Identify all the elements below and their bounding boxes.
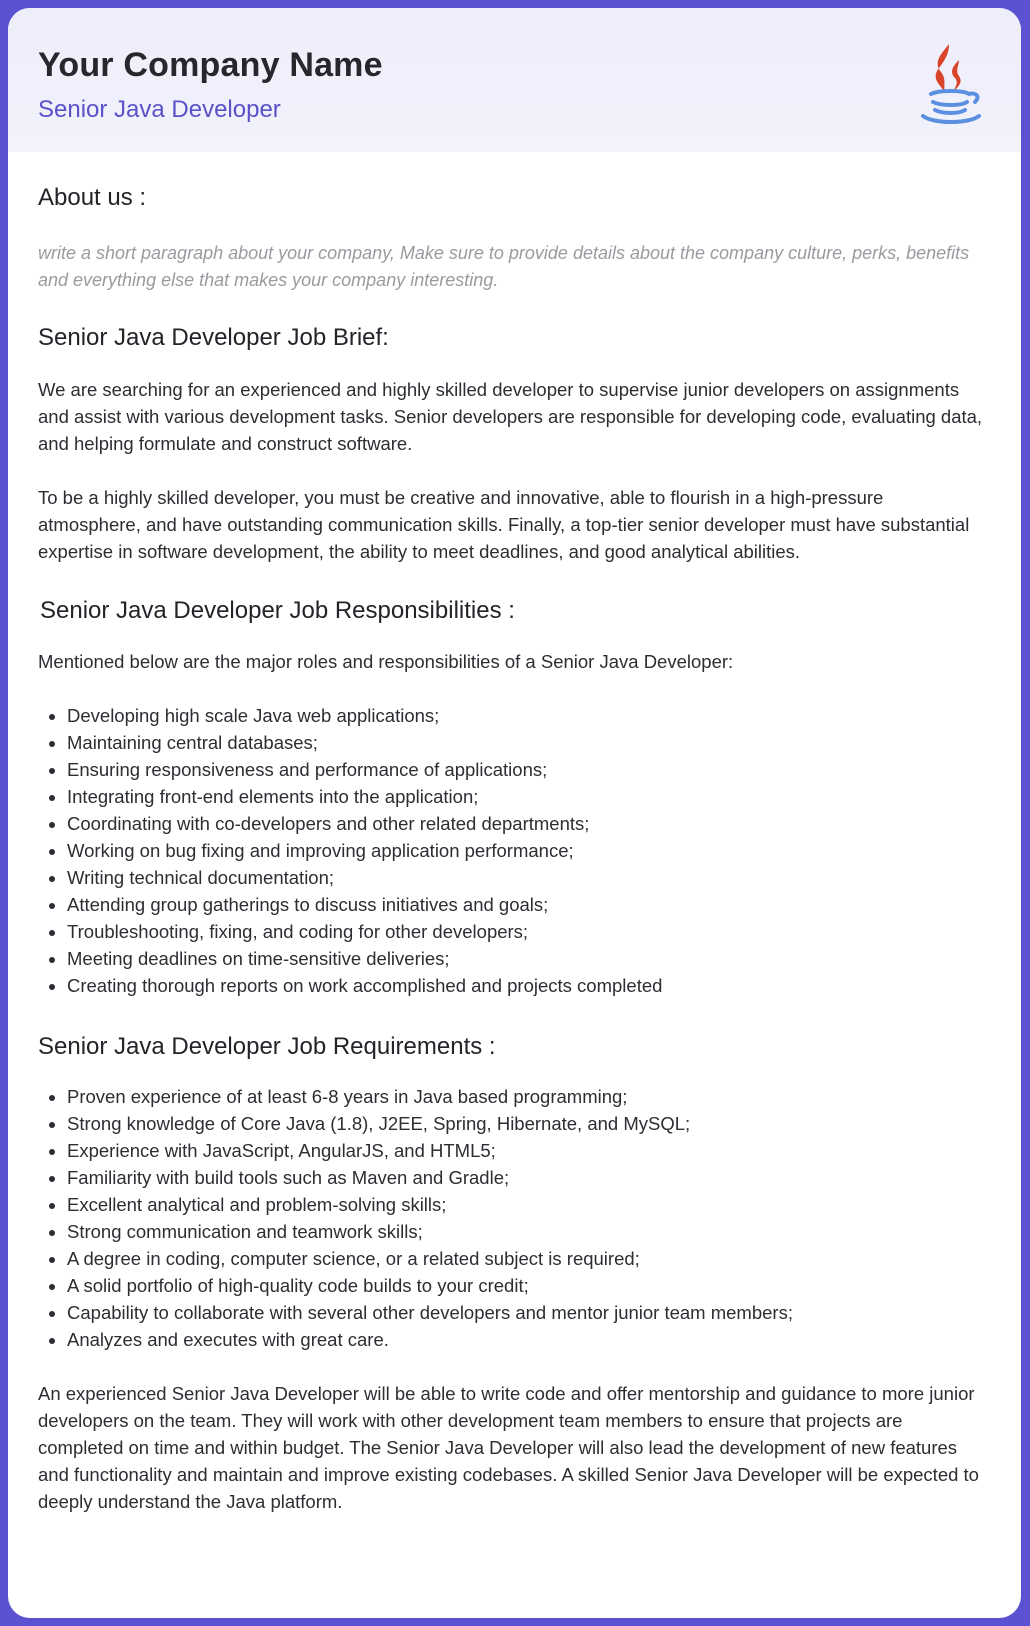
java-cup-band-2 xyxy=(933,102,967,105)
requirements-list xyxy=(38,1083,991,1353)
about-placeholder-text: write a short paragraph about your company, Make sure to provide details about the company culture, perks, benefits and everything else that makes your company interesting. xyxy=(38,243,970,290)
job-description-card xyxy=(8,8,1021,1618)
list-item: • Attending group gatherings to discuss initiatives and goals; xyxy=(67,891,991,918)
list-item: • A solid portfolio of high-quality code builds to your credit; xyxy=(67,1272,991,1299)
job-brief-heading: Senior Java Developer Job Brief: xyxy=(38,324,389,351)
job-brief-section xyxy=(38,324,991,565)
list-item: • Developing high scale Java web applications; xyxy=(67,702,991,729)
list-item: • Ensuring responsiveness and performance of applications; xyxy=(67,756,991,783)
java-cup-band-3 xyxy=(935,110,965,113)
list-item: • Meeting deadlines on time-sensitive deliveries; xyxy=(67,945,991,972)
list-item: • Familiarity with build tools such as Maven and Gradle; xyxy=(67,1164,991,1191)
closing-section xyxy=(38,1380,991,1515)
responsibilities-section xyxy=(38,597,991,999)
java-flame-1 xyxy=(936,44,949,92)
list-item: • Creating thorough reports on work accomplished and projects completed xyxy=(67,972,991,999)
list-item: • Excellent analytical and problem-solving skills; xyxy=(67,1191,991,1218)
content xyxy=(8,152,1021,1515)
list-item: • Coordinating with co-developers and other related departments; xyxy=(67,810,991,837)
list-item: • Integrating front-end elements into the application; xyxy=(67,783,991,810)
job-brief-paragraph: We are searching for an experienced and highly skilled developer to supervise junior developers on assignments and assist with various development tasks. Senior developers are responsible for developing code, evaluating data, and helping formulate and construct software. xyxy=(38,379,983,454)
responsibilities-heading: Senior Java Developer Job Responsibilities : xyxy=(40,597,515,624)
list-item: • Proven experience of at least 6-8 years in Java based programming; xyxy=(67,1083,991,1110)
list-item: • Strong knowledge of Core Java (1.8), J2EE, Spring, Hibernate, and MySQL; xyxy=(67,1110,991,1137)
list-item: • Strong communication and teamwork skills; xyxy=(67,1218,991,1245)
requirements-heading: Senior Java Developer Job Requirements : xyxy=(38,1033,496,1060)
closing-paragraph: An experienced Senior Java Developer will be able to write code and offer mentorship and guidance to more junior developers on the team. They will work with other development team members to ensure that projects are completed on time and within budget. The Senior Java Developer will also lead the development of new features and functionality and maintain and improve existing codebases. A skilled Senior Java Developer will be expected to deeply understand the Java platform. xyxy=(38,1383,979,1512)
about-section xyxy=(38,184,991,294)
java-cup-band-1 xyxy=(931,91,977,102)
list-item: • Experience with JavaScript, AngularJS, and HTML5; xyxy=(67,1137,991,1164)
requirements-section xyxy=(38,1033,991,1353)
responsibilities-list xyxy=(38,702,991,999)
list-item: • Working on bug fixing and improving application performance; xyxy=(67,837,991,864)
responsibilities-intro: Mentioned below are the major roles and responsibilities of a Senior Java Developer: xyxy=(38,651,734,672)
company-name: Your Company Name xyxy=(38,46,383,84)
job-title: Senior Java Developer xyxy=(38,96,281,123)
java-flame-2 xyxy=(952,60,961,92)
java-coffee-cup-icon xyxy=(919,38,983,124)
header xyxy=(8,8,1021,152)
list-item: • Capability to collaborate with several other developers and mentor junior team members; xyxy=(67,1299,991,1326)
list-item: • Writing technical documentation; xyxy=(67,864,991,891)
list-item: • Troubleshooting, fixing, and coding for other developers; xyxy=(67,918,991,945)
list-item: • Maintaining central databases; xyxy=(67,729,991,756)
list-item: • Analyzes and executes with great care. xyxy=(67,1326,991,1353)
about-heading: About us : xyxy=(38,184,147,211)
job-brief-paragraph: To be a highly skilled developer, you must be creative and innovative, able to flourish in a high-pressure atmosphere, and have outstanding communication skills. Finally, a top-tier senior developer must have substantial expertise in software development, the ability to meet deadlines, and good analytical abilities. xyxy=(38,487,970,562)
list-item: • A degree in coding, computer science, or a related subject is required; xyxy=(67,1245,991,1272)
java-saucer xyxy=(923,116,979,122)
